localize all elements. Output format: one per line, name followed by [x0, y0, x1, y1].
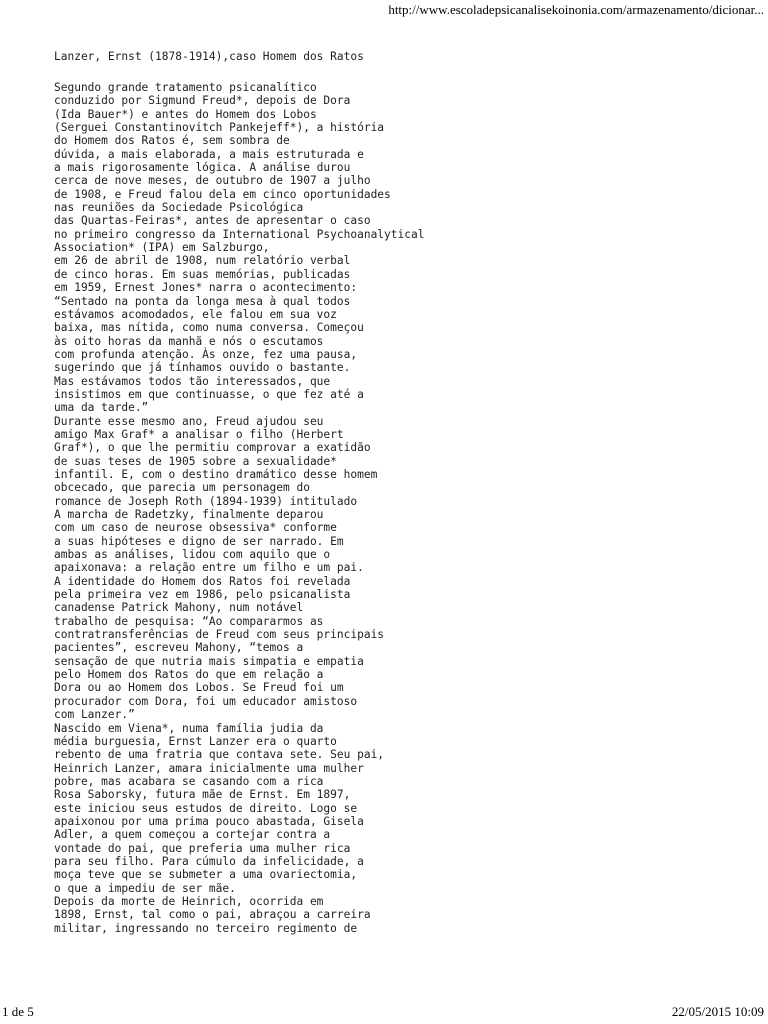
text-line: A identidade do Homem dos Ratos foi revelada [54, 574, 351, 588]
text-line: de cinco horas. Em suas memórias, publicadas [54, 267, 351, 281]
text-line: Heinrich Lanzer, amara inicialmente uma mulher [54, 761, 364, 775]
text-line: canadense Patrick Mahony, num notável [54, 601, 304, 615]
text-line: procurador com Dora, foi um educador amistoso [54, 694, 358, 708]
text-line: trabalho de pesquisa: “Ao compararmos as [54, 614, 324, 628]
text-line: das Quartas-Feiras*, antes de apresentar o caso [54, 214, 371, 228]
text-line: Durante esse mesmo ano, Freud ajudou seu [54, 414, 324, 428]
text-line: para seu filho. Para cúmulo da infelicidade, a [54, 854, 364, 868]
text-line: pobre, mas acabara se casando com a rica [54, 774, 324, 788]
text-line: pacientes”, escreveu Mahony, “temos a [54, 641, 304, 655]
text-line: “Sentado na ponta da longa mesa à qual todos [54, 294, 351, 308]
text-line: pelo Homem dos Ratos do que em relação a [54, 668, 324, 682]
text-line: pela primeira vez em 1986, pelo psicanalista [54, 588, 351, 602]
text-line: Nascido em Viena*, numa família judia da [54, 721, 324, 735]
text-line: Adler, a quem começou a cortejar contra a [54, 828, 331, 842]
text-line: amigo Max Graf* a analisar o filho (Herbert [54, 427, 344, 441]
text-line: baixa, mas nítida, como numa conversa. Começou [54, 321, 364, 335]
text-line: a mais rigorosamente lógica. A análise durou [54, 161, 351, 175]
text-line: Rosa Saborsky, futura mãe de Ernst. Em 1897, [54, 788, 351, 802]
text-line: com um caso de neurose obsessiva* conforme [54, 521, 337, 535]
text-line: do Homem dos Ratos é, sem sombra de [54, 134, 290, 148]
text-line: 1898, Ernst, tal como o pai, abraçou a carreira [54, 908, 371, 922]
source-url: http://www.escoladepsicanalisekoinonia.com/armazenamento/dicionar... [388, 2, 764, 17]
text-line: ambas as análises, lidou com aquilo que o [54, 548, 331, 562]
page-number: 1 de 5 [2, 1004, 34, 1019]
text-line: obcecado, que parecia um personagem do [54, 481, 310, 495]
text-line: dúvida, a mais elaborada, a mais estruturada e [54, 147, 364, 161]
print-date: 22/05/2015 10:09 [671, 1004, 764, 1019]
text-line: contratransferências de Freud com seus principais [54, 628, 385, 642]
text-line: média burguesia, Ernst Lanzer era o quarto [54, 734, 337, 748]
text-line: infantil. E, com o destino dramático desse homem [54, 467, 378, 481]
text-line: cerca de nove meses, de outubro de 1907 a julho [54, 174, 371, 188]
text-line: às oito horas da manhã e nós o escutamos [54, 334, 324, 348]
text-line: rebento de uma fratria que contava sete. Seu pai, [54, 748, 385, 762]
text-line: vontade do pai, que preferia uma mulher rica [54, 841, 351, 855]
text-line: conduzido por Sigmund Freud*, depois de Dora [54, 94, 351, 108]
text-line: militar, ingressando no terceiro regimento de [54, 921, 358, 935]
text-line: (Ida Bauer*) e antes do Homem dos Lobos [54, 107, 317, 121]
text-line: em 26 de abril de 1908, num relatório verbal [54, 254, 351, 268]
text-line: no primeiro congresso da International Psychoanalytical [54, 227, 425, 241]
text-line: de suas teses de 1905 sobre a sexualidade* [54, 454, 337, 468]
text-line: apaixonava: a relação entre um filho e um pai. [54, 561, 364, 575]
document-body [54, 81, 424, 935]
text-line: insistimos em que continuasse, o que fez até a [54, 387, 364, 401]
text-line: Mas estávamos todos tão interessados, que [54, 374, 331, 388]
text-line: em 1959, Ernest Jones* narra o acontecimento: [54, 281, 358, 295]
text-line: A marcha de Radetzky, finalmente deparou [54, 508, 324, 521]
text-line: o que a impediu de ser mãe. [54, 881, 236, 895]
text-line: com profunda atenção. Às onze, fez uma pausa, [54, 347, 358, 361]
text-line: estávamos acomodados, ele falou em sua voz [54, 307, 337, 321]
text-line: de 1908, e Freud falou dela em cinco oportunidades [54, 187, 391, 201]
document-title: Lanzer, Ernst (1878-1914),caso Homem dos Ratos [54, 50, 364, 63]
text-line: Depois da morte de Heinrich, ocorrida em [54, 894, 324, 908]
text-line: moça teve que se submeter a uma ovariectomia, [54, 868, 358, 882]
text-line: uma da tarde.” [54, 401, 149, 415]
text-line: Segundo grande tratamento psicanalítico [54, 81, 317, 94]
text-line: a suas hipóteses e digno de ser narrado. Em [54, 534, 344, 548]
text-line: (Serguei Constantinovitch Pankejeff*), a história [54, 121, 385, 135]
text-line: nas reuniões da Sociedade Psicológica [54, 201, 304, 215]
text-line: Dora ou ao Homem dos Lobos. Se Freud foi um [54, 681, 344, 695]
text-line: este iniciou seus estudos de direito. Logo se [54, 801, 358, 815]
text-line: Graf*), o que lhe permitiu comprovar a exatidão [54, 441, 371, 455]
text-line: romance de Joseph Roth (1894-1939) intitulado [54, 494, 358, 508]
text-line: com Lanzer.” [54, 708, 135, 722]
text-line: apaixonou por uma prima pouco abastada, Gisela [54, 814, 364, 828]
text-line: sensação de que nutria mais simpatia e empatia [54, 654, 364, 668]
text-line: sugerindo que já tínhamos ouvido o bastante. [54, 361, 351, 375]
text-line: Association* (IPA) em Salzburgo, [54, 241, 270, 255]
